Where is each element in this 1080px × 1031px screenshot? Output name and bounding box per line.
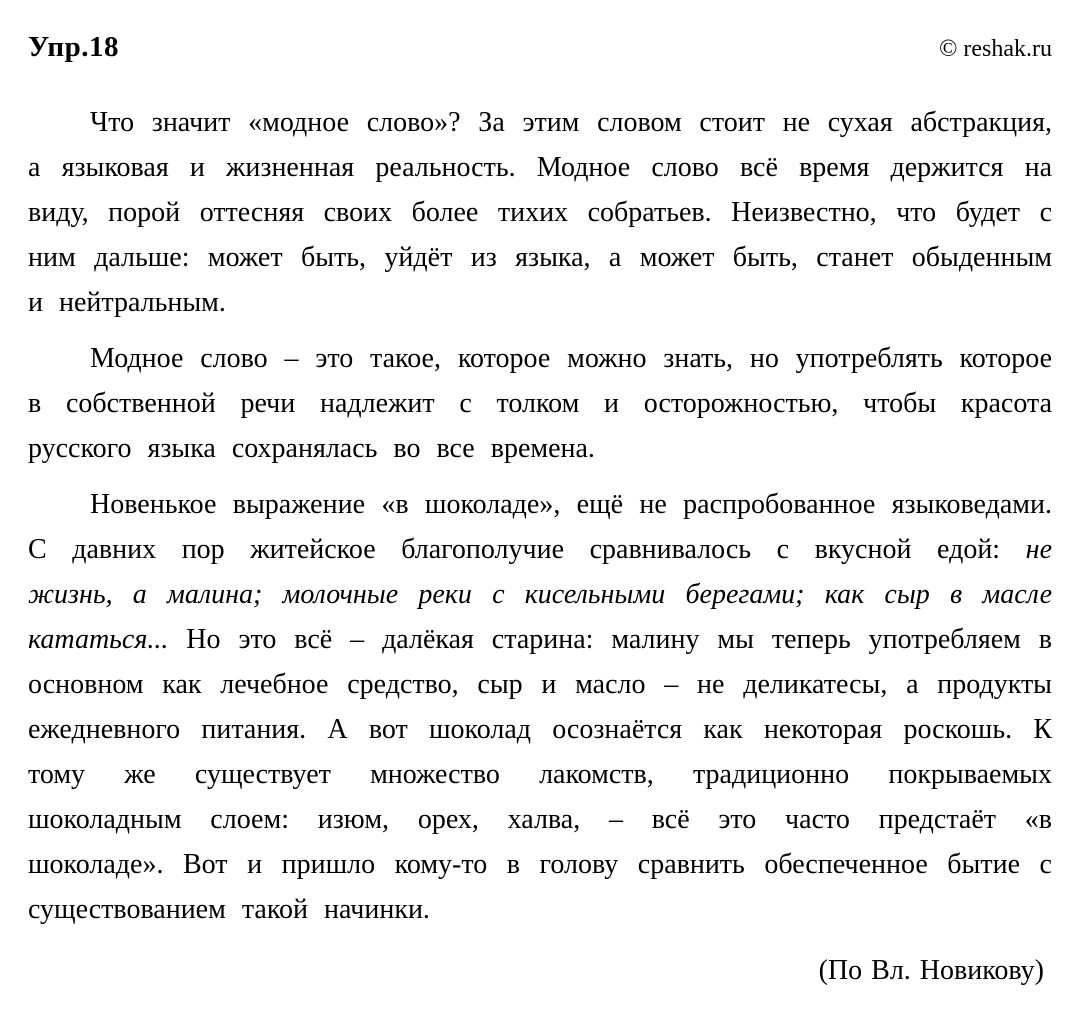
paragraph-3-tail: Но это всё – далёкая старина: малину мы теперь употребляем в основном как лечебное средство, сыр и масло – не деликатесы, а продукты ежедневного питания. А вот шоколад осознаётся как некоторая роскошь. К тому же существует множество лакомств, традиционно покрываемых шоколадным слоем: изюм, орех, халва, – всё это часто предстаёт «в шоколаде». Вот и пришло кому-то в голову сравнить обеспеченное бытие с существованием такой начинки. <box>28 623 1052 925</box>
paragraph-1 <box>28 100 1052 325</box>
document-header <box>28 32 1052 64</box>
paragraph-2-text: Модное слово – это такое, которое можно знать, но употреблять которое в собственной речи надлежит с толком и осторожностью, чтобы красота русского языка сохранялась во все времена. <box>28 342 1052 464</box>
document-body <box>28 100 1052 993</box>
copyright-watermark: © reshak.ru <box>939 36 1052 62</box>
paragraph-2 <box>28 336 1052 471</box>
paragraph-3-idioms-italic: не жизнь, а малина; молочные реки с кисельными берегами; как сыр в масле кататься... <box>28 533 1052 655</box>
paragraph-3 <box>28 482 1052 932</box>
attribution-line <box>28 948 1044 993</box>
attribution-text: (По Вл. Новикову) <box>818 954 1044 986</box>
paragraph-1-text: Что значит «модное слово»? За этим словом стоит не сухая абстракция, а языковая и жизненная реальность. Модное слово всё время держится на виду, порой оттесняя своих более тихих собратьев. Неизвестно, что будет с ним дальше: может быть, уйдёт из языка, а может быть, станет обыденным и нейтральным. <box>28 106 1052 318</box>
exercise-number: Упр.18 <box>28 31 119 63</box>
paragraph-3-lead: Новенькое выражение «в шоколаде», ещё не распробованное языковедами. С давних пор житейское благополучие сравнивалось с вкусной едой: <box>28 488 1052 565</box>
